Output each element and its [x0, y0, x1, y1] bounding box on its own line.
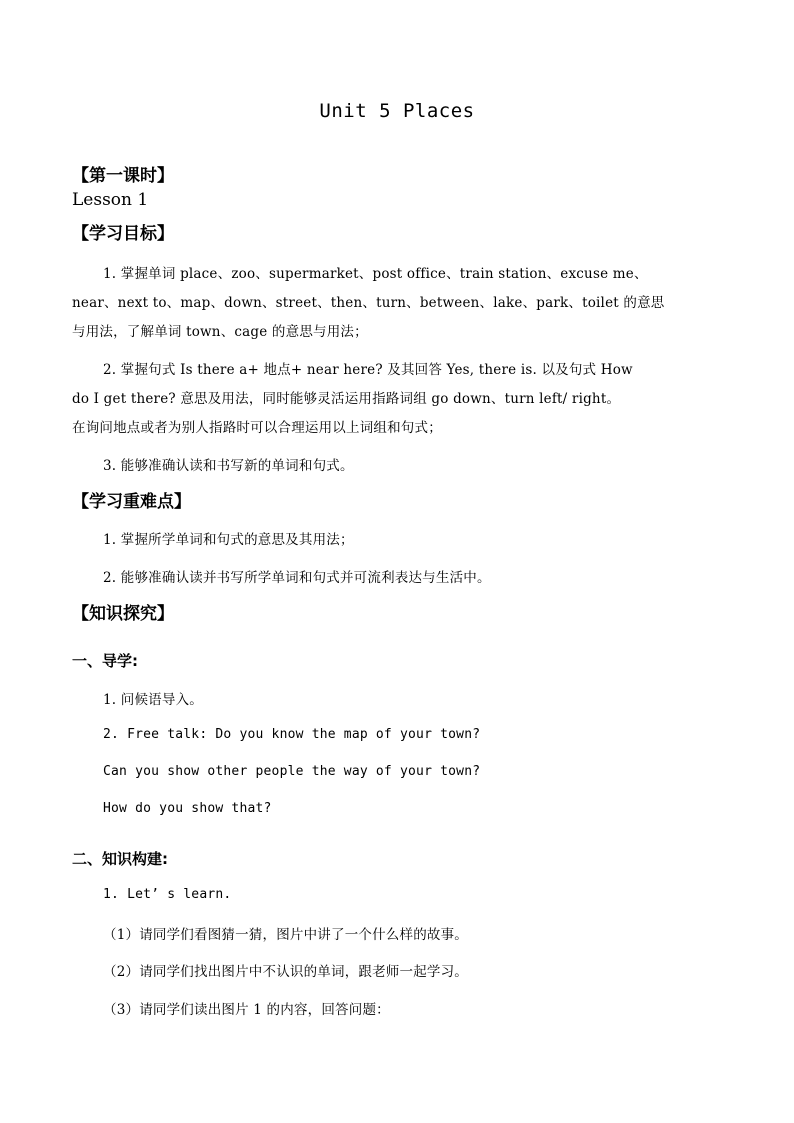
explore-heading: 【知识探究】 [72, 604, 174, 624]
section-2-sub-1: （1）请同学们看图猜一猜，图片中讲了一个什么样的故事。 [103, 927, 468, 943]
objective-item-2-line-3: 在询问地点或者为别人指路时可以合理运用以上词组和句式； [72, 420, 442, 436]
section-1-item-1: 1. 问候语导入。 [103, 692, 203, 708]
keypoint-item-1: 1. 掌握所学单词和句式的意思及其用法； [103, 532, 354, 548]
document-title: Unit 5 Places [319, 100, 475, 122]
section-2-item-1: 1. Let’ s learn. [103, 887, 232, 902]
keypoint-item-2: 2. 能够准确认读并书写所学单词和句式并可流利表达与生活中。 [103, 570, 491, 586]
objective-item-1-line-3: 与用法，了解单词 town、cage 的意思与用法； [72, 324, 368, 340]
objective-item-2-line-2: do I get there? 意思及用法，同时能够灵活运用指路词组 go down、turn left/ right。 [72, 391, 621, 407]
objective-item-1-line-2: near、next to、map、down、street、then、turn、between、lake、park、toilet 的意思 [72, 295, 665, 311]
section-2-sub-2: （2）请同学们找出图片中不认识的单词，跟老师一起学习。 [103, 964, 468, 980]
objective-item-3: 3. 能够准确认读和书写新的单词和句式。 [103, 458, 354, 474]
objectives-heading: 【学习目标】 [72, 224, 174, 244]
keypoints-heading: 【学习重难点】 [72, 492, 191, 512]
section-1-line-2: Can you show other people the way of your town? [103, 764, 481, 779]
objective-item-2-line-1: 2. 掌握句式 Is there a+ 地点+ near here? 及其回答 Yes, there is. 以及句式 How [103, 362, 633, 378]
section-2-sub-3: （3）请同学们读出图片 1 的内容，回答问题： [103, 1002, 390, 1018]
lesson-name: Lesson 1 [72, 190, 149, 210]
section-1-line-3: How do you show that? [103, 801, 272, 816]
section-2-heading: 二、知识构建: [72, 850, 168, 868]
section-1-heading: 一、导学: [72, 652, 138, 670]
lesson-period-heading: 【第一课时】 [72, 166, 174, 186]
section-1-item-2: 2. Free talk: Do you know the map of your town? [103, 727, 481, 742]
objective-item-1-line-1: 1. 掌握单词 place、zoo、supermarket、post office、train station、excuse me、 [103, 266, 648, 282]
